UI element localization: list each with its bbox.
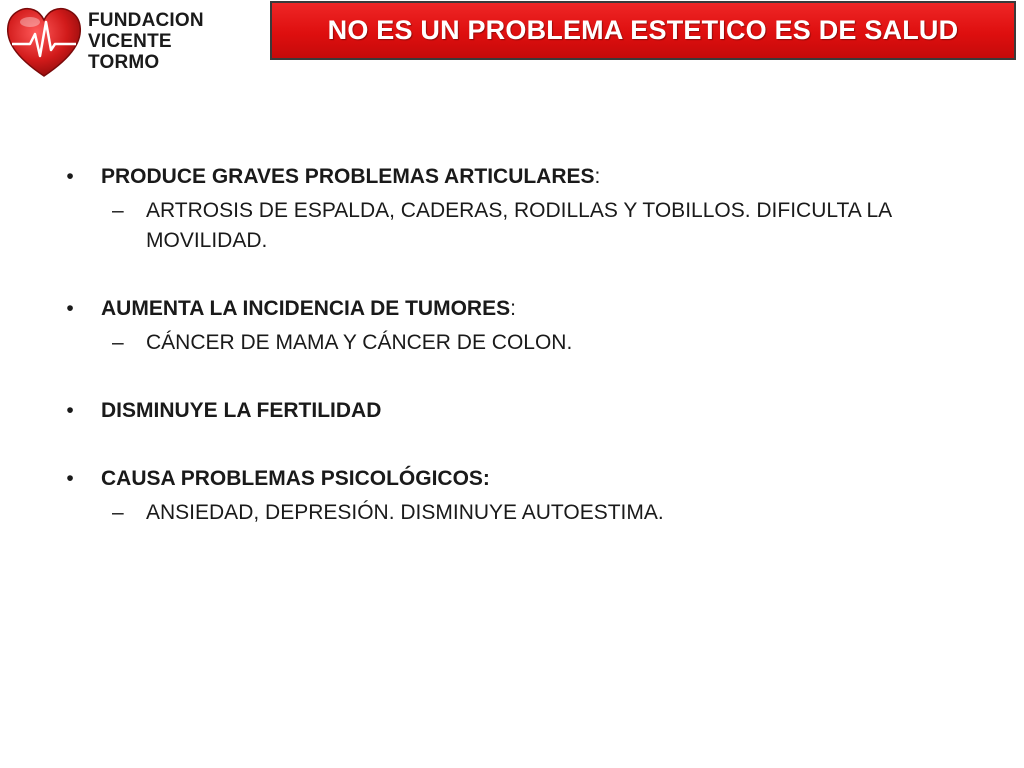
dash-icon: – [112,199,124,222]
logo-text [88,10,244,73]
logo-line-2: VICENTE TORMO [88,31,172,73]
bullet-line [60,396,940,426]
bullet-line [60,162,940,192]
dash-icon: – [112,331,124,354]
sub-text: ANSIEDAD, DEPRESIÓN. DISMINUYE AUTOESTIMA. [146,501,664,524]
list-item [60,294,940,358]
bullet-suffix: : [594,165,601,188]
sub-text: ARTROSIS DE ESPALDA, CADERAS, RODILLAS Y TOBILLOS. DIFICULTA LA MOVILIDAD. [146,199,891,252]
list-item [60,464,940,528]
bullet-icon: • [66,399,74,422]
list-item [60,162,940,256]
sub-text: CÁNCER DE MAMA Y CÁNCER DE COLON. [146,331,573,354]
logo-line-1: FUNDACION [88,10,204,31]
sub-line [60,498,940,528]
bullet-text: CAUSA PROBLEMAS PSICOLÓGICOS: [101,467,490,490]
bullet-text: DISMINUYE LA FERTILIDAD [101,399,382,422]
bullet-icon: • [66,467,74,490]
bullet-icon: • [66,165,74,188]
title-banner [270,1,1016,60]
sub-line [60,328,940,358]
bullet-text: PRODUCE GRAVES PROBLEMAS ARTICULARES [101,165,595,188]
sub-line [60,196,940,256]
list-item [60,396,940,426]
bullet-line [60,464,940,494]
bullet-suffix: : [510,297,516,320]
heart-ecg-icon [4,4,84,80]
bullet-list [60,162,940,528]
dash-icon: – [112,501,124,524]
foundation-logo [4,4,244,80]
bullet-text: AUMENTA LA INCIDENCIA DE TUMORES [101,297,511,320]
slide-title: NO ES UN PROBLEMA ESTETICO ES DE SALUD [327,15,959,45]
bullet-icon: • [66,297,74,320]
bullet-line [60,294,940,324]
